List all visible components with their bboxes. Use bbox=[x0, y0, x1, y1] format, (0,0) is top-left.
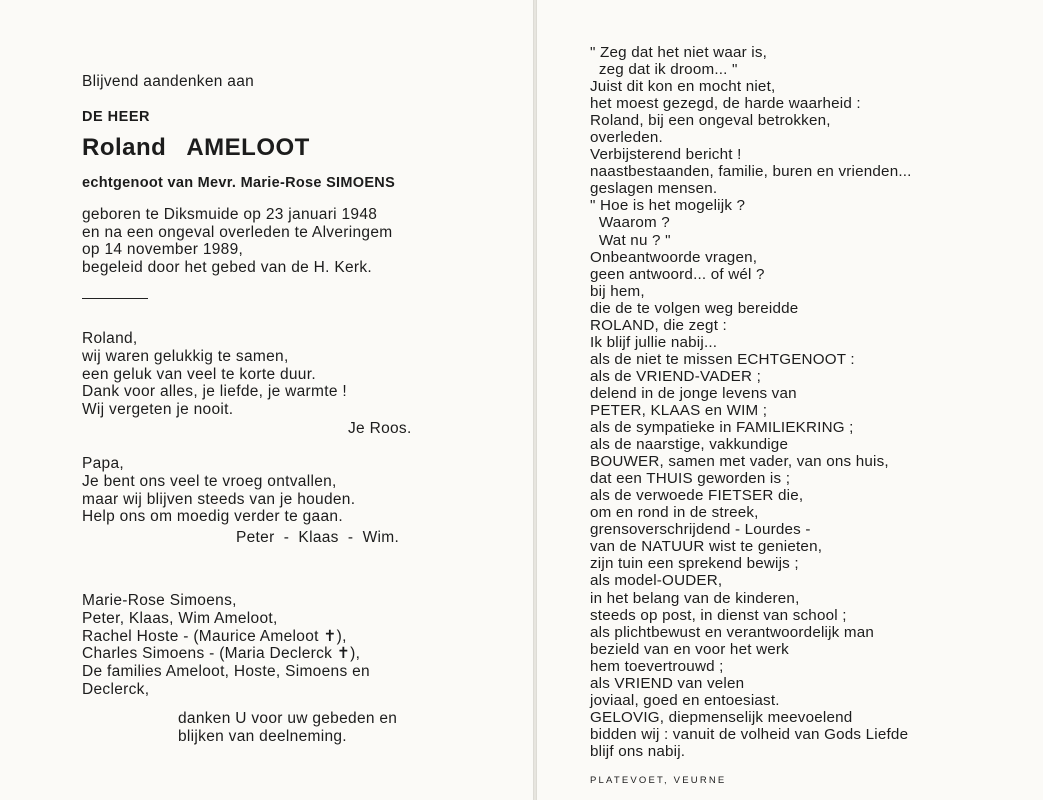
poem-line: overleden. bbox=[590, 129, 663, 147]
poem-line: grensoverschrijdend - Lourdes - bbox=[590, 521, 811, 539]
right-page bbox=[537, 0, 1043, 800]
poem-line: " Hoe is het mogelijk ? bbox=[590, 197, 746, 215]
papa-signature: Peter - Klaas - Wim. bbox=[236, 529, 400, 546]
bio-line: en na een ongeval overleden te Alveringem bbox=[82, 223, 393, 241]
poem-line: als model-OUDER, bbox=[590, 572, 723, 590]
poem-line: geen antwoord... of wél ? bbox=[590, 265, 765, 283]
poem-line: bij hem, bbox=[590, 282, 645, 300]
poem-line: om en rond in de streek, bbox=[590, 504, 759, 522]
poem-line: Ik blijf jullie nabij... bbox=[590, 333, 718, 351]
message-line: een geluk van veel te korte duur. bbox=[82, 365, 316, 383]
poem-line: zeg dat ik droom... " bbox=[590, 61, 738, 79]
thanks-text bbox=[178, 710, 397, 746]
poem-line: bidden wij : vanuit de volheid van Gods Liefde bbox=[590, 725, 909, 743]
poem-line: als de naarstige, vakkundige bbox=[590, 436, 789, 454]
poem-line: bezield van en voor het werk bbox=[590, 640, 789, 658]
message-line: Wij vergeten je nooit. bbox=[82, 401, 234, 419]
separator-line bbox=[82, 298, 148, 299]
poem-line: als de VRIEND-VADER ; bbox=[590, 367, 762, 385]
poem-line: Juist dit kon en mocht niet, bbox=[590, 78, 776, 96]
poem-line: joviaal, goed en entoesiast. bbox=[590, 691, 780, 709]
poem-line: Waarom ? bbox=[590, 214, 670, 232]
poem-line: steeds op post, in dienst van school ; bbox=[590, 606, 847, 624]
poem-line: Verbijsterend bericht ! bbox=[590, 146, 742, 164]
deceased-name bbox=[82, 134, 310, 162]
poem-line: als de verwoede FIETSER die, bbox=[590, 487, 804, 505]
poem-line: Roland, bij een ongeval betrokken, bbox=[590, 112, 831, 130]
poem-line: geslagen mensen. bbox=[590, 180, 718, 198]
printer-imprint: PLATEVOET, VEURNE bbox=[590, 775, 727, 786]
family-list bbox=[82, 592, 370, 699]
message-line: Papa, bbox=[82, 455, 125, 472]
first-name: Roland bbox=[82, 134, 167, 161]
family-line: Peter, Klaas, Wim Ameloot, bbox=[82, 609, 278, 627]
family-line: Marie-Rose Simoens, bbox=[82, 592, 237, 609]
poem-line: van de NATUUR wist te genieten, bbox=[590, 538, 823, 556]
roland-message bbox=[82, 330, 347, 419]
poem-line: ROLAND, die zegt : bbox=[590, 316, 727, 334]
bio-line: op 14 november 1989, bbox=[82, 241, 244, 258]
poem-line: als de sympatieke in FAMILIEKRING ; bbox=[590, 419, 854, 437]
family-line: Charles Simoens - (Maria Declerck ✝), bbox=[82, 645, 361, 663]
family-line: Declerck, bbox=[82, 680, 150, 698]
poem-line: Onbeantwoorde vragen, bbox=[590, 248, 758, 266]
poem-line: hem toevertrouwd ; bbox=[590, 657, 724, 675]
poem-line: naastbestaanden, familie, buren en vrienden... bbox=[590, 163, 912, 181]
spouse-text: echtgenoot van Mevr. Marie-Rose SIMOENS bbox=[82, 175, 396, 191]
last-name: AMELOOT bbox=[186, 134, 310, 161]
roland-signature: Je Roos. bbox=[348, 420, 412, 437]
bio-line: geboren te Diksmuide op 23 januari 1948 bbox=[82, 206, 378, 223]
poem-line: " Zeg dat het niet waar is, bbox=[590, 44, 768, 61]
family-line: De families Ameloot, Hoste, Simoens en bbox=[82, 663, 370, 681]
family-line: Rachel Hoste - (Maurice Ameloot ✝), bbox=[82, 627, 347, 645]
message-line: wij waren gelukkig te samen, bbox=[82, 347, 289, 365]
poem-line: Wat nu ? " bbox=[590, 231, 671, 249]
bio-line: begeleid door het gebed van de H. Kerk. bbox=[82, 258, 373, 276]
thanks-line: danken U voor uw gebeden en bbox=[178, 710, 398, 727]
message-line: Roland, bbox=[82, 330, 138, 347]
poem-line: zijn tuin een sprekend bewijs ; bbox=[590, 555, 799, 573]
poem-line: in het belang van de kinderen, bbox=[590, 589, 800, 607]
poem-line: dat een THUIS geworden is ; bbox=[590, 470, 791, 488]
message-line: Je bent ons veel te vroeg ontvallen, bbox=[82, 472, 337, 490]
message-line: maar wij blijven steeds van je houden. bbox=[82, 490, 356, 508]
poem-line: als VRIEND van velen bbox=[590, 674, 745, 692]
thanks-line: blijken van deelneming. bbox=[178, 727, 347, 745]
poem-line: blijf ons nabij. bbox=[590, 742, 686, 760]
poem-line: als de niet te missen ECHTGENOOT : bbox=[590, 350, 855, 368]
poem-line: GELOVIG, diepmenselijk meevoelend bbox=[590, 708, 853, 726]
biography bbox=[82, 206, 392, 276]
message-line: Help ons om moedig verder te gaan. bbox=[82, 508, 343, 526]
poem-line: PETER, KLAAS en WIM ; bbox=[590, 401, 768, 419]
message-line: Dank voor alles, je liefde, je warmte ! bbox=[82, 383, 347, 401]
poem bbox=[590, 44, 912, 760]
poem-line: die de te volgen weg bereidde bbox=[590, 299, 799, 317]
poem-line: het moest gezegd, de harde waarheid : bbox=[590, 95, 861, 113]
intro-text: Blijvend aandenken aan bbox=[82, 73, 255, 90]
title-text: DE HEER bbox=[82, 109, 150, 125]
poem-line: BOUWER, samen met vader, van ons huis, bbox=[590, 453, 889, 471]
papa-message bbox=[82, 455, 355, 526]
poem-line: als plichtbewust en verantwoordelijk man bbox=[590, 623, 875, 641]
poem-line: delend in de jonge levens van bbox=[590, 384, 797, 402]
